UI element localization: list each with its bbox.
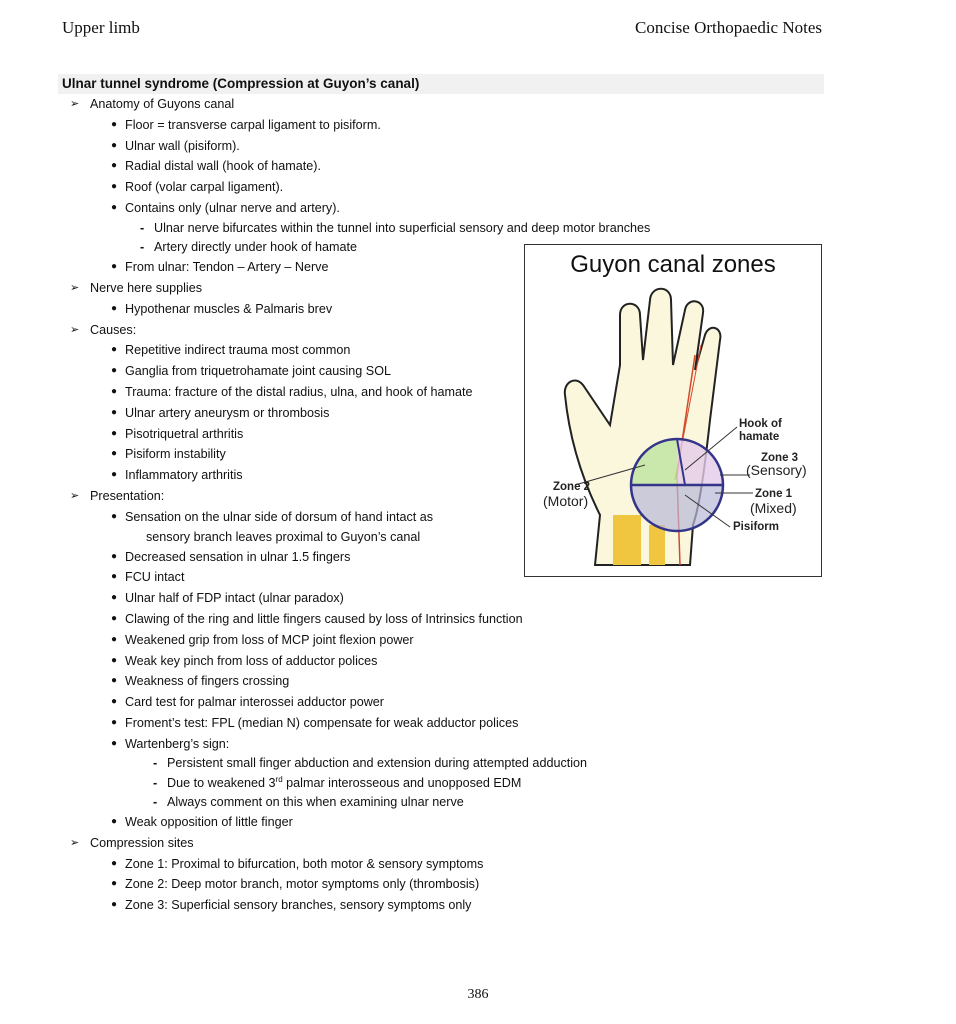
page-number: 386 [467,987,489,1002]
bullet-icon: ● [111,160,118,172]
radius-bone [613,515,641,565]
item-text: Weak opposition of little finger [125,815,293,830]
bullet-icon: ● [111,857,118,869]
bullet-icon: ● [111,737,118,749]
label-zone3: Zone 3 [761,452,799,464]
item-text: Decreased sensation in ulnar 1.5 fingers [125,549,351,564]
label-pisiform: Pisiform [733,521,780,533]
item-text: Weakness of fingers crossing [125,674,290,689]
label-hook-of-hamate: Hook of hamate [739,418,782,443]
item-text: Froment’s test: FPL (median N) compensate for weak adductor polices [125,715,519,730]
list-item [0,588,956,609]
item-text: Pisiform instability [125,447,226,462]
item-text: Trauma: fracture of the distal radius, ulna, and hook of hamate [125,384,473,399]
item-text: Anatomy of Guyons canal [90,97,235,111]
item-text: Wartenberg’s sign: [125,736,230,751]
item-text: Contains only (ulnar nerve and artery). [125,200,340,215]
list-item [0,115,956,136]
item-text: Artery directly under hook of hamate [154,239,358,254]
item-text: Always comment on this when examining ulnar nerve [167,794,464,809]
bullet-icon: ● [111,716,118,728]
bullet-icon: ● [111,261,118,273]
arrow-bullet-icon: ➢ [70,98,80,110]
list-item [0,854,956,875]
arrow-bullet-icon: ➢ [70,323,80,336]
list-item [0,198,956,219]
list-item [0,874,956,895]
item-text: Weak key pinch from loss of adductor polices [125,653,378,668]
bullet-icon: ● [111,201,118,213]
bullet-icon: ● [111,139,118,151]
arrow-bullet-icon: ➢ [70,489,80,502]
bullet-icon: ● [111,899,118,911]
dash-bullet-icon: - [153,794,158,809]
list-item [0,895,956,916]
bullet-icon: ● [111,550,118,562]
item-text: Repetitive indirect trauma most common [125,343,351,358]
list-item [0,136,956,157]
running-header-left: Upper limb [62,18,140,37]
bullet-icon: ● [111,365,118,377]
item-text: Inflammatory arthritis [125,468,243,483]
bullet-icon: ● [111,633,118,645]
bullet-icon: ● [111,427,118,439]
dash-bullet-icon: - [140,239,145,254]
bullet-icon: ● [111,878,118,890]
item-text: Ulnar half of FDP intact (ulnar paradox) [125,591,344,606]
bullet-icon: ● [111,816,118,828]
running-header-right: Concise Orthopaedic Notes [635,18,822,37]
arrow-bullet-icon: ➢ [70,281,80,294]
bullet-icon: ● [111,592,118,604]
bullet-icon: ● [111,510,118,522]
label-zone1: Zone 1 [755,488,793,500]
superscript: rd [275,774,283,784]
item-text: Hypothenar muscles & Palmaris brev [125,301,333,316]
ulna-bone [649,525,665,565]
bullet-icon: ● [111,406,118,418]
item-text: Nerve here supplies [90,280,203,295]
bullet-icon: ● [111,612,118,624]
list-item [0,793,956,812]
label-zone2: Zone 2 [553,481,591,493]
item-text: Presentation: [90,488,165,503]
bullet-icon: ● [111,696,118,708]
item-text: Pisotriquetral arthritis [125,426,244,441]
list-item [0,219,956,238]
label-zone3-sensory: (Sensory) [746,462,807,478]
bullet-icon: ● [111,181,118,193]
item-text: FCU intact [125,570,185,585]
label-zone1-mixed: (Mixed) [750,500,797,516]
item-text: Zone 2: Deep motor branch, motor symptoms only (thrombosis) [125,877,480,892]
item-text: Sensation on the ulnar side of dorsum of hand intact as [125,509,434,524]
list-item [0,713,956,734]
item-text: Compression sites [90,835,194,850]
arrow-bullet-icon: ➢ [70,836,80,849]
bullet-icon: ● [111,448,118,460]
item-text: Zone 3: Superficial sensory branches, sensory symptoms only [125,898,472,913]
list-item [0,754,956,773]
bullet-icon: ● [111,118,118,130]
list-item [0,609,956,630]
list-item [0,156,956,177]
section-heading: Ulnar tunnel syndrome (Compression at Guyon’s canal) [58,74,824,94]
bullet-icon: ● [111,675,118,687]
bullet-icon: ● [111,344,118,356]
item-text: Ulnar artery aneurysm or thrombosis [125,405,330,420]
item-text: Zone 1: Proximal to bifurcation, both motor & sensory symptoms [125,856,484,871]
item-text: sensory branch leaves proximal to Guyon’s canal [146,529,421,544]
section-item [0,833,956,854]
item-text: Roof (volar carpal ligament). [125,180,284,195]
item-text: Causes: [90,322,137,337]
list-item [0,671,956,692]
bullet-icon: ● [111,385,118,397]
item-text: Due to weakened 3 [167,775,276,790]
bullet-icon: ● [111,469,118,481]
item-text: Weakened grip from loss of MCP joint flexion power [125,632,414,647]
dash-bullet-icon: - [140,220,145,235]
label-zone2-motor: (Motor) [543,493,589,509]
list-item [0,630,956,651]
item-text: Persistent small finger abduction and extension during attempted adduction [167,756,588,771]
list-item [0,651,956,672]
list-item [0,177,956,198]
dash-bullet-icon: - [153,775,158,790]
item-text: Ganglia from triquetrohamate joint causing SOL [125,364,392,379]
item-text-cont: palmar interosseous and unopposed EDM [282,775,522,790]
bullet-icon: ● [111,654,118,666]
list-item [0,812,956,833]
item-text: From ulnar: Tendon – Artery – Nerve [125,260,329,275]
section-item [0,94,956,115]
item-text: Card test for palmar interossei adductor power [125,695,384,710]
item-text: Ulnar wall (pisiform). [125,138,240,153]
item-text: Radial distal wall (hook of hamate). [125,159,321,174]
list-item [0,734,956,755]
list-item [0,774,956,793]
list-item [0,692,956,713]
figure-title: Guyon canal zones [570,251,776,278]
guyon-canal-figure [524,244,822,577]
item-text: Clawing of the ring and little fingers caused by loss of Intrinsics function [125,611,523,626]
bullet-icon: ● [111,302,118,314]
bullet-icon: ● [111,571,118,583]
item-text: Floor = transverse carpal ligament to pisiform. [125,117,381,132]
dash-bullet-icon: - [153,756,158,771]
item-text: Ulnar nerve bifurcates within the tunnel into superficial sensory and deep motor branches [154,220,651,235]
